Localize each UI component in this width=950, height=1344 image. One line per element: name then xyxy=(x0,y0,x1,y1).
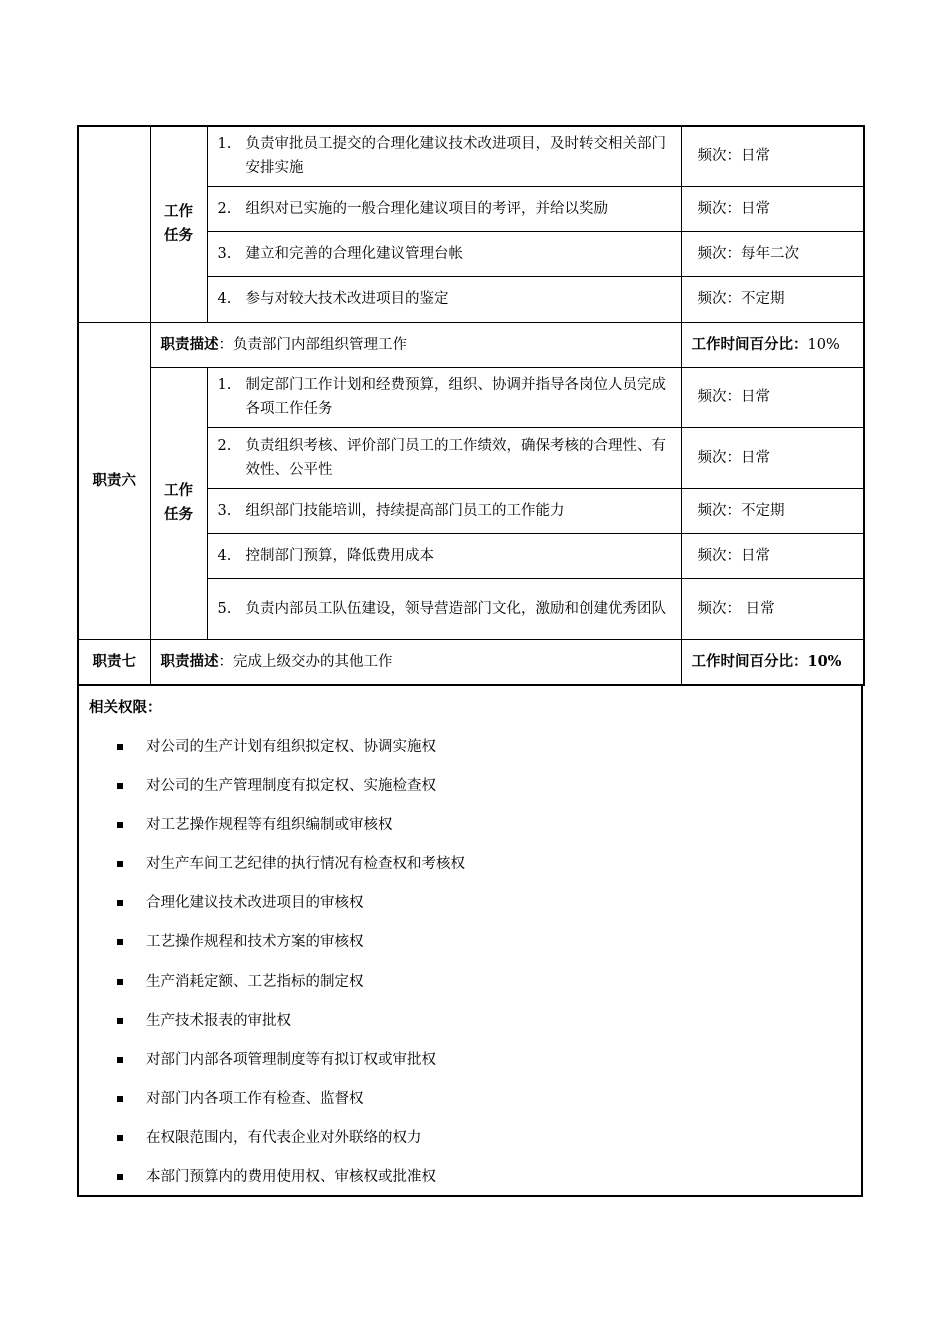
duty-description: 职责描述：负责部门内部组织管理工作 xyxy=(150,322,681,367)
duty-seven-label: 职责七 xyxy=(78,639,150,685)
duty-label-empty xyxy=(78,126,150,322)
task-cell: 1. 制定部门工作计划和经费预算，组织、协调并指导各岗位人员完成各项工作任务 xyxy=(207,367,681,427)
list-item: 本部门预算内的费用使用权、审核权或批准权 xyxy=(79,1166,861,1205)
work-time-percent: 工作时间百分比：10% xyxy=(681,639,864,685)
list-item: 对工艺操作规程等有组织编制或审核权 xyxy=(79,814,861,853)
table-row xyxy=(78,322,864,367)
list-item: 对公司的生产计划有组织拟定权、协调实施权 xyxy=(79,736,861,775)
task-cell: 2. 负责组织考核、评价部门员工的工作绩效，确保考核的合理性、有效性、公平性 xyxy=(207,427,681,488)
freq-cell: 频次： 日常 xyxy=(681,578,864,639)
list-item: 生产消耗定额、工艺指标的制定权 xyxy=(79,971,861,1010)
list-item: 在权限范围内，有代表企业对外联络的权力 xyxy=(79,1127,861,1166)
table-row xyxy=(78,126,864,186)
freq-cell: 频次：日常 xyxy=(681,367,864,427)
table-row xyxy=(78,367,864,427)
freq-cell: 频次：日常 xyxy=(681,186,864,231)
task-cell: 2. 组织对已实施的一般合理化建议项目的考评，并给以奖励 xyxy=(207,186,681,231)
bullet-icon xyxy=(117,900,123,906)
freq-cell: 频次：每年二次 xyxy=(681,231,864,276)
bullet-icon xyxy=(117,939,123,945)
rights-list xyxy=(79,736,861,1205)
task-cell: 5. 负责内部员工队伍建设，领导营造部门文化，激励和创建优秀团队 xyxy=(207,578,681,639)
freq-cell: 频次：日常 xyxy=(681,533,864,578)
list-item: 对部门内部各项管理制度等有拟订权或审批权 xyxy=(79,1049,861,1088)
task-cell: 4. 参与对较大技术改进项目的鉴定 xyxy=(207,276,681,322)
bullet-icon xyxy=(117,1057,123,1063)
freq-cell: 频次：不定期 xyxy=(681,488,864,533)
duty-description: 职责描述：完成上级交办的其他工作 xyxy=(150,639,681,685)
bullet-icon xyxy=(117,1135,123,1141)
list-item: 对公司的生产管理制度有拟定权、实施检查权 xyxy=(79,775,861,814)
list-item: 合理化建议技术改进项目的审核权 xyxy=(79,892,861,931)
table-row xyxy=(78,639,864,685)
bullet-icon xyxy=(117,979,123,985)
task-cell: 1. 负责审批员工提交的合理化建议技术改进项目，及时转交相关部门安排实施 xyxy=(207,126,681,186)
freq-cell: 频次：日常 xyxy=(681,126,864,186)
bullet-icon xyxy=(117,1174,123,1180)
task-cell: 4. 控制部门预算，降低费用成本 xyxy=(207,533,681,578)
bullet-icon xyxy=(117,744,123,750)
bullet-icon xyxy=(117,1018,123,1024)
freq-cell: 频次：日常 xyxy=(681,427,864,488)
work-task-label: 工作 任务 xyxy=(150,126,207,322)
rights-title: 相关权限： xyxy=(89,699,162,716)
list-item: 对部门内各项工作有检查、监督权 xyxy=(79,1088,861,1127)
list-item: 对生产车间工艺纪律的执行情况有检查权和考核权 xyxy=(79,853,861,892)
bullet-icon xyxy=(117,861,123,867)
task-cell: 3. 组织部门技能培训，持续提高部门员工的工作能力 xyxy=(207,488,681,533)
related-rights-section xyxy=(77,686,863,1197)
duty-six-label: 职责六 xyxy=(78,322,150,639)
bullet-icon xyxy=(117,1096,123,1102)
bullet-icon xyxy=(117,783,123,789)
work-task-label: 工作 任务 xyxy=(150,367,207,639)
freq-cell: 频次：不定期 xyxy=(681,276,864,322)
bullet-icon xyxy=(117,822,123,828)
duty-document xyxy=(77,125,863,1197)
task-cell: 3. 建立和完善的合理化建议管理台帐 xyxy=(207,231,681,276)
list-item: 工艺操作规程和技术方案的审核权 xyxy=(79,931,861,970)
work-time-percent: 工作时间百分比：10% xyxy=(681,322,864,367)
duty-table xyxy=(77,125,865,686)
list-item: 生产技术报表的审批权 xyxy=(79,1010,861,1049)
